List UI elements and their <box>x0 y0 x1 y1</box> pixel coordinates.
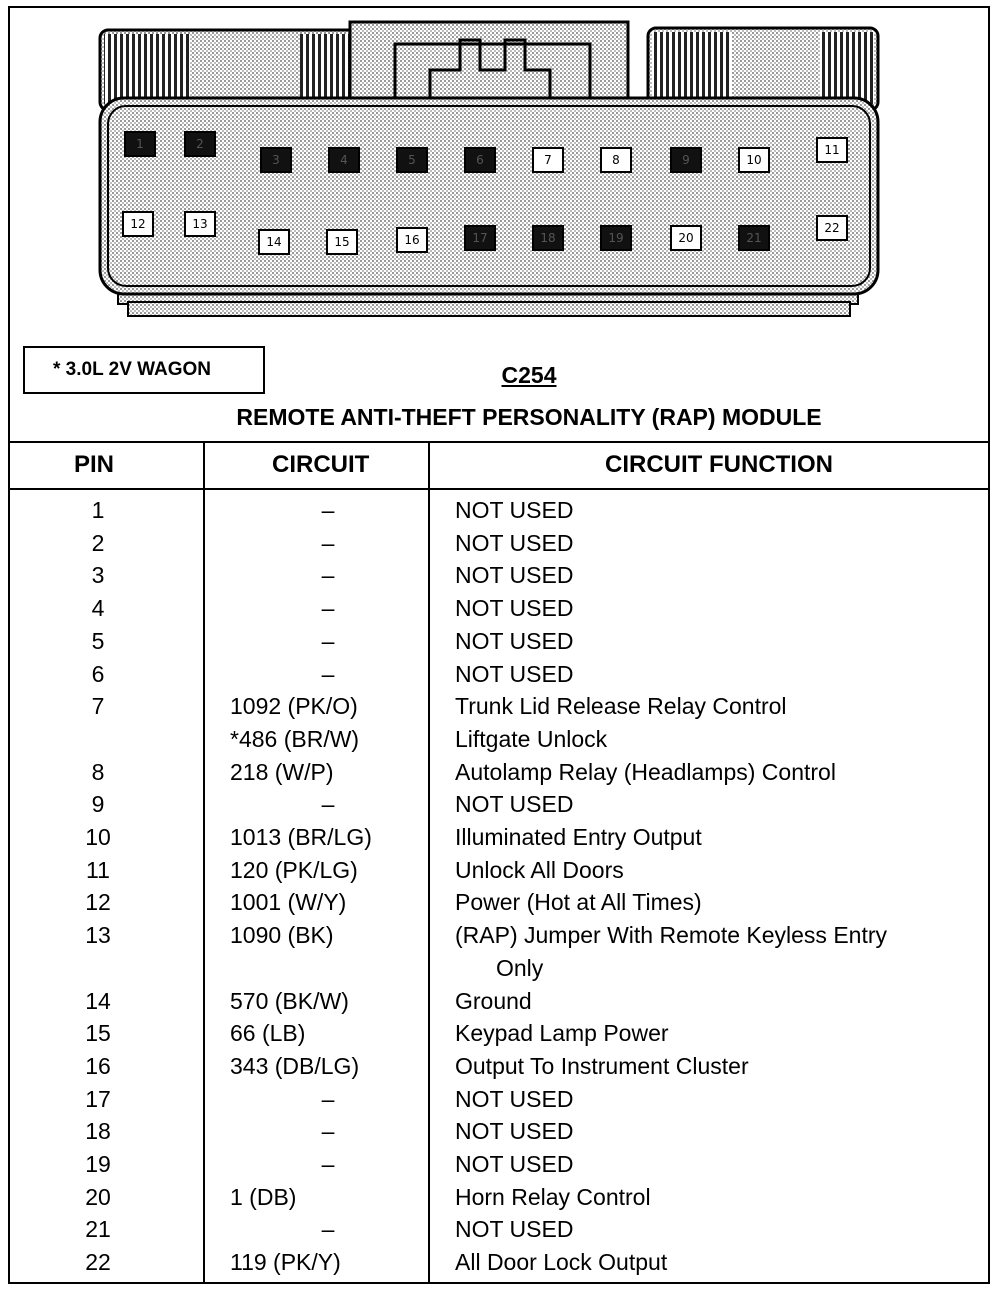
pin-cell: 15 <box>85 1020 111 1047</box>
table-row <box>8 1151 990 1184</box>
pin-cell: 6 <box>91 660 105 687</box>
table-row <box>8 693 990 726</box>
pin-cell: 21 <box>85 1216 111 1243</box>
pin-cell: 9 <box>91 791 105 818</box>
circuit-cell: 1013 (BR/LG) <box>230 824 372 850</box>
pin-number-1: 1 <box>136 137 144 151</box>
function-cell: NOT USED <box>455 1151 574 1177</box>
table-row <box>8 955 990 988</box>
circuit-cell: – <box>321 627 335 654</box>
circuit-cell: – <box>321 791 335 818</box>
circuit-cell: – <box>321 529 335 556</box>
connector-drawing <box>0 0 1008 340</box>
function-cell: Unlock All Doors <box>455 856 624 883</box>
right-latch-ribs-2 <box>820 32 874 104</box>
pin-cell: 20 <box>85 1183 111 1210</box>
pin-number-18: 18 <box>540 231 556 245</box>
header-circuit: CIRCUIT <box>272 451 370 478</box>
table-row <box>8 759 990 792</box>
pin-cell: 22 <box>85 1249 111 1276</box>
table-row <box>8 1184 990 1217</box>
function-cell: Autolamp Relay (Headlamps) Control <box>455 758 836 785</box>
pin-number-22: 22 <box>824 221 840 235</box>
function-cell: NOT USED <box>455 627 574 654</box>
circuit-cell: 1 (DB) <box>230 1183 297 1210</box>
pin-table <box>8 441 990 1284</box>
circuit-cell: 1090 (BK) <box>230 922 334 949</box>
pin-number-10: 10 <box>746 153 762 167</box>
table-row <box>8 791 990 824</box>
table-row <box>8 726 990 759</box>
header-pin: PIN <box>74 451 115 478</box>
pin-cell: 13 <box>85 922 111 949</box>
table-row <box>8 889 990 922</box>
circuit-cell: 570 (BK/W) <box>230 987 349 1014</box>
circuit-cell: 119 (PK/Y) <box>230 1249 341 1276</box>
pin-number-7: 7 <box>544 153 552 167</box>
table-row <box>8 1249 990 1282</box>
table-row <box>8 562 990 595</box>
function-cell: Liftgate Unlock <box>455 725 608 752</box>
table-row <box>8 1118 990 1151</box>
table-row <box>8 530 990 563</box>
pin-cell: 4 <box>91 595 105 622</box>
wagon-note-text: * 3.0L 2V WAGON <box>53 359 212 380</box>
pin-number-21: 21 <box>746 231 762 245</box>
circuit-cell: – <box>321 497 335 523</box>
function-cell: Trunk Lid Release Relay Control <box>455 693 787 720</box>
pin-number-2: 2 <box>196 137 204 151</box>
table-header-border <box>8 488 990 490</box>
pin-number-9: 9 <box>682 153 690 167</box>
pin-cell: 8 <box>91 758 105 785</box>
pin-cell: 18 <box>85 1118 111 1145</box>
table-row <box>8 595 990 628</box>
circuit-cell: 1092 (PK/O) <box>230 693 358 720</box>
pin-cell: 11 <box>86 856 110 883</box>
pin-number-8: 8 <box>612 153 620 167</box>
table-row <box>8 628 990 661</box>
pin-cell: 14 <box>85 987 111 1014</box>
pin-number-6: 6 <box>476 153 484 167</box>
pin-number-17: 17 <box>472 231 488 245</box>
pin-number-20: 20 <box>678 231 694 245</box>
pin-number-12: 12 <box>130 217 146 231</box>
table-row <box>8 661 990 694</box>
pin-number-14: 14 <box>266 235 282 249</box>
right-latch-ribs <box>652 32 732 104</box>
connector-rail-lower <box>128 302 850 316</box>
table-row <box>8 1020 990 1053</box>
left-latch-ribs <box>104 34 190 104</box>
function-cell: NOT USED <box>455 1085 574 1112</box>
pin-cell: 5 <box>91 627 105 654</box>
circuit-cell: – <box>321 1216 335 1243</box>
pin-cell: 1 <box>91 497 105 523</box>
circuit-cell: 66 (LB) <box>230 1020 306 1047</box>
pin-cell: 12 <box>85 889 111 916</box>
table-row <box>8 1216 990 1249</box>
connector-id: C254 <box>501 362 557 388</box>
function-cell: All Door Lock Output <box>455 1249 668 1276</box>
pin-number-5: 5 <box>408 153 416 167</box>
function-cell: Ground <box>455 987 532 1014</box>
circuit-cell: – <box>321 660 335 687</box>
function-cell: NOT USED <box>455 529 574 556</box>
connector-body <box>100 98 878 294</box>
function-cell: Horn Relay Control <box>455 1183 651 1210</box>
table-row <box>8 1086 990 1119</box>
function-cell: NOT USED <box>455 1118 574 1145</box>
function-cell: NOT USED <box>455 1216 574 1243</box>
pin-cell: 2 <box>91 529 105 556</box>
function-cell: (RAP) Jumper With Remote Keyless Entry <box>455 922 888 949</box>
pin-cell: 7 <box>91 693 105 720</box>
table-row <box>8 824 990 857</box>
circuit-cell: – <box>321 595 335 622</box>
circuit-cell: 343 (DB/LG) <box>230 1052 360 1079</box>
pin-number-15: 15 <box>334 235 350 249</box>
circuit-cell: – <box>321 1151 335 1177</box>
pin-cell: 10 <box>85 824 111 850</box>
table-row <box>8 1053 990 1086</box>
function-cell: Illuminated Entry Output <box>455 824 702 850</box>
function-cell: NOT USED <box>455 562 574 589</box>
header-circuit-function: CIRCUIT FUNCTION <box>605 451 833 478</box>
circuit-cell: 120 (PK/LG) <box>230 856 358 883</box>
circuit-cell: 218 (W/P) <box>230 758 334 785</box>
circuit-cell: *486 (BR/W) <box>230 725 360 752</box>
circuit-cell: – <box>321 1085 335 1112</box>
pin-cell: 19 <box>85 1151 111 1177</box>
function-cell: NOT USED <box>455 595 574 622</box>
pin-number-13: 13 <box>192 217 208 231</box>
pin-cell: 3 <box>91 562 105 589</box>
circuit-cell: – <box>321 1118 335 1145</box>
pin-number-4: 4 <box>340 153 348 167</box>
pin-number-19: 19 <box>608 231 624 245</box>
function-cell: NOT USED <box>455 497 574 523</box>
pin-number-11: 11 <box>824 143 840 157</box>
table-row <box>8 922 990 955</box>
function-cell: NOT USED <box>455 791 574 818</box>
function-cell: Only <box>496 954 544 981</box>
circuit-cell: – <box>321 562 335 589</box>
circuit-cell: 1001 (W/Y) <box>230 889 347 916</box>
pin-cell: 17 <box>85 1085 111 1112</box>
table-row <box>8 988 990 1021</box>
function-cell: Power (Hot at All Times) <box>455 889 702 916</box>
function-cell: NOT USED <box>455 660 574 687</box>
pin-number-3: 3 <box>272 153 280 167</box>
table-top-border <box>8 441 990 443</box>
pin-cell: 16 <box>85 1052 111 1079</box>
pin-number-16: 16 <box>404 233 420 247</box>
table-row <box>8 497 990 530</box>
table-row <box>8 857 990 890</box>
function-cell: Keypad Lamp Power <box>455 1020 669 1047</box>
function-cell: Output To Instrument Cluster <box>455 1052 749 1079</box>
module-title: REMOTE ANTI-THEFT PERSONALITY (RAP) MODULE <box>236 404 822 430</box>
